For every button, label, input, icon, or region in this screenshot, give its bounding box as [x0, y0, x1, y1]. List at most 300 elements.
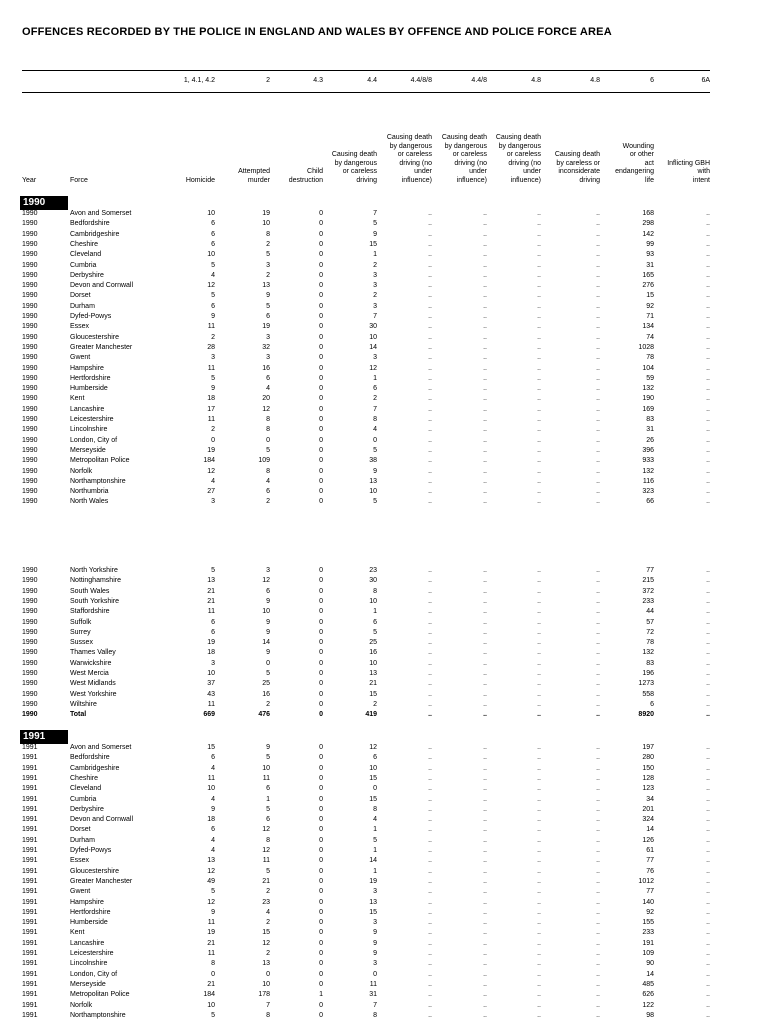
- cell-force: Surrey: [70, 628, 91, 636]
- cell-death-dangerous-driving-b: ..: [483, 991, 487, 999]
- cell-attempted-murder: 2: [266, 240, 270, 248]
- cell-wounding: 15: [646, 292, 654, 300]
- cell-child-destruction: 0: [319, 446, 323, 454]
- cell-attempted-murder: 12: [262, 939, 270, 947]
- cell-death-dangerous-driving-a: ..: [428, 960, 432, 968]
- cell-death-careless-driving: ..: [596, 805, 600, 813]
- cell-attempted-murder: 5: [266, 867, 270, 875]
- cell-death-dangerous-driving-b: ..: [483, 577, 487, 585]
- cell-death-careless-driving: ..: [596, 774, 600, 782]
- cell-wounding: 396: [642, 446, 654, 454]
- cell-death-careless-driving: ..: [596, 1001, 600, 1009]
- cell-attempted-murder: 5: [266, 754, 270, 762]
- cell-wounding: 128: [642, 774, 654, 782]
- cell-force: Metropolitan Police: [70, 991, 130, 999]
- offence-code: 6: [650, 77, 654, 84]
- cell-wounding: 132: [642, 649, 654, 657]
- cell-year: 1990: [22, 477, 38, 485]
- cell-attempted-murder: 9: [266, 628, 270, 636]
- cell-child-destruction: 0: [319, 597, 323, 605]
- cell-attempted-murder: 8: [266, 230, 270, 238]
- cell-death-dangerous-driving-b: ..: [483, 261, 487, 269]
- cell-year: 1990: [22, 618, 38, 626]
- cell-attempted-murder: 9: [266, 649, 270, 657]
- cell-force: Leicestershire: [70, 950, 114, 957]
- cell-wounding: 83: [646, 416, 654, 423]
- cell-gbh-intent: ..: [706, 680, 710, 688]
- cell-homicide: 4: [211, 847, 215, 854]
- cell-year: 1991: [22, 991, 38, 999]
- cell-force: Metropolitan Police: [70, 457, 130, 465]
- cell-death-dangerous-driving-a: ..: [428, 690, 432, 698]
- cell-force: Humberside: [70, 919, 108, 927]
- cell-child-destruction: 0: [319, 1011, 323, 1019]
- cell-wounding: 933: [642, 457, 654, 465]
- cell-child-destruction: 0: [319, 240, 323, 248]
- cell-death-dangerous-driving-c: ..: [537, 877, 541, 885]
- cell-death-dangerous-driving-c: ..: [537, 805, 541, 813]
- cell-wounding: 76: [646, 867, 654, 875]
- cell-gbh-intent: ..: [706, 1011, 710, 1019]
- cell-death-careless-driving: ..: [596, 785, 600, 793]
- cell-death-dangerous-driving-c: ..: [537, 292, 541, 300]
- cell-attempted-murder: 0: [266, 970, 270, 978]
- cell-homicide: 18: [207, 395, 215, 403]
- cell-child-destruction: 0: [319, 416, 323, 423]
- cell-death-careless-driving: ..: [596, 980, 600, 988]
- cell-force: Warwickshire: [70, 659, 112, 667]
- cell-force: West Mercia: [70, 670, 109, 677]
- cell-death-dangerous-driving-a: ..: [428, 867, 432, 875]
- cell-death-dangerous-driving-a: ..: [428, 744, 432, 751]
- cell-attempted-murder: 25: [262, 680, 270, 688]
- cell-death-dangerous-driving-a: ..: [428, 323, 432, 331]
- cell-child-destruction: 0: [319, 343, 323, 351]
- cell-wounding: 78: [646, 354, 654, 362]
- cell-child-destruction: 0: [319, 395, 323, 403]
- cell-wounding: 104: [642, 364, 654, 372]
- cell-homicide: 184: [203, 991, 215, 999]
- cell-death-dangerous-driving-c: ..: [537, 488, 541, 496]
- cell-death-dangerous-driving-b: ..: [483, 970, 487, 978]
- cell-force: Total: [70, 711, 87, 719]
- table-row: [0, 908, 768, 918]
- cell-death-dangerous-driving: 0: [373, 785, 377, 793]
- table-row: [0, 898, 768, 908]
- cell-death-careless-driving: ..: [596, 659, 600, 667]
- cell-death-dangerous-driving-b: ..: [483, 343, 487, 351]
- cell-death-dangerous-driving-b: ..: [483, 908, 487, 916]
- cell-death-careless-driving: ..: [596, 816, 600, 824]
- table-row: [0, 343, 768, 353]
- table-row: [0, 240, 768, 250]
- cell-death-dangerous-driving-a: ..: [428, 991, 432, 999]
- cell-year: 1991: [22, 908, 38, 916]
- cell-death-dangerous-driving-b: ..: [483, 405, 487, 413]
- cell-death-careless-driving: ..: [596, 608, 600, 616]
- cell-death-dangerous-driving-a: ..: [428, 567, 432, 574]
- cell-homicide: 6: [211, 302, 215, 310]
- cell-death-careless-driving: ..: [596, 670, 600, 677]
- table-row: [0, 446, 768, 456]
- cell-death-careless-driving: ..: [596, 867, 600, 875]
- cell-death-dangerous-driving-a: ..: [428, 700, 432, 708]
- cell-death-dangerous-driving-a: ..: [428, 251, 432, 259]
- offence-code: 4.4/8: [471, 77, 487, 84]
- cell-force: Devon and Cornwall: [70, 816, 134, 824]
- cell-homicide: 19: [207, 929, 215, 937]
- cell-force: London, City of: [70, 436, 118, 444]
- cell-force: Durham: [70, 302, 95, 310]
- cell-gbh-intent: ..: [706, 950, 710, 957]
- cell-death-dangerous-driving-b: ..: [483, 1011, 487, 1019]
- cell-gbh-intent: ..: [706, 836, 710, 844]
- table-row: [0, 425, 768, 435]
- cell-death-careless-driving: ..: [596, 364, 600, 372]
- cell-force: Northamptonshire: [70, 477, 126, 485]
- table-row: [0, 710, 768, 720]
- cell-death-dangerous-driving-c: ..: [537, 385, 541, 393]
- cell-child-destruction: 0: [319, 680, 323, 688]
- cell-death-dangerous-driving-b: ..: [483, 488, 487, 496]
- cell-death-careless-driving: ..: [596, 567, 600, 574]
- cell-homicide: 3: [211, 498, 215, 506]
- cell-force: Essex: [70, 857, 90, 865]
- cell-death-dangerous-driving: 7: [373, 313, 377, 320]
- cell-death-dangerous-driving-c: ..: [537, 795, 541, 803]
- cell-death-dangerous-driving-c: ..: [537, 261, 541, 269]
- cell-death-dangerous-driving-c: ..: [537, 354, 541, 362]
- cell-homicide: 11: [207, 919, 215, 927]
- cell-child-destruction: 0: [319, 795, 323, 803]
- cell-year: 1990: [22, 240, 38, 248]
- column-header-death-dangerous-driving: Causing death by dangerous or careless driving: [331, 151, 377, 184]
- cell-death-dangerous-driving-a: ..: [428, 343, 432, 351]
- cell-child-destruction: 0: [319, 405, 323, 413]
- offence-code: 4.4: [367, 77, 377, 84]
- cell-homicide: 21: [207, 939, 215, 947]
- cell-year: 1991: [22, 847, 38, 854]
- cell-death-careless-driving: ..: [596, 457, 600, 465]
- cell-homicide: 3: [211, 354, 215, 362]
- cell-homicide: 17: [207, 405, 215, 413]
- cell-death-dangerous-driving: 5: [373, 628, 377, 636]
- cell-death-dangerous-driving-a: ..: [428, 649, 432, 657]
- table-row: [0, 333, 768, 343]
- cell-gbh-intent: ..: [706, 436, 710, 444]
- cell-child-destruction: 0: [319, 960, 323, 968]
- cell-death-careless-driving: ..: [596, 426, 600, 434]
- cell-child-destruction: 0: [319, 744, 323, 751]
- cell-death-dangerous-driving: 15: [369, 690, 377, 698]
- cell-death-dangerous-driving-b: ..: [483, 436, 487, 444]
- cell-death-dangerous-driving-c: ..: [537, 313, 541, 320]
- cell-homicide: 4: [211, 764, 215, 772]
- cell-homicide: 6: [211, 826, 215, 834]
- cell-death-dangerous-driving-b: ..: [483, 919, 487, 927]
- cell-force: Cheshire: [70, 240, 99, 248]
- cell-homicide: 21: [207, 597, 215, 605]
- cell-attempted-murder: 5: [266, 251, 270, 259]
- cell-death-dangerous-driving-b: ..: [483, 426, 487, 434]
- cell-force: Cumbria: [70, 795, 97, 803]
- cell-death-dangerous-driving-b: ..: [483, 240, 487, 248]
- cell-year: 1990: [22, 577, 38, 585]
- cell-death-dangerous-driving-b: ..: [483, 271, 487, 279]
- table-row: [0, 980, 768, 990]
- cell-force: Cheshire: [70, 774, 99, 782]
- table-row: [0, 690, 768, 700]
- cell-death-dangerous-driving-a: ..: [428, 1011, 432, 1019]
- table-row: [0, 405, 768, 415]
- cell-gbh-intent: ..: [706, 374, 710, 382]
- table-row: [0, 795, 768, 805]
- cell-child-destruction: 0: [319, 670, 323, 677]
- cell-year: 1991: [22, 1011, 38, 1019]
- cell-death-dangerous-driving: 9: [373, 950, 377, 957]
- cell-child-destruction: 0: [319, 628, 323, 636]
- cell-death-dangerous-driving-c: ..: [537, 587, 541, 595]
- cell-death-dangerous-driving-a: ..: [428, 970, 432, 978]
- cell-homicide: 12: [207, 467, 215, 475]
- cell-death-careless-driving: ..: [596, 744, 600, 751]
- column-header-homicide: Homicide: [185, 176, 215, 184]
- cell-death-dangerous-driving-a: ..: [428, 498, 432, 506]
- cell-gbh-intent: ..: [706, 826, 710, 834]
- cell-death-dangerous-driving: 23: [369, 567, 377, 574]
- cell-wounding: 6: [650, 700, 654, 708]
- cell-gbh-intent: ..: [706, 919, 710, 927]
- cell-death-dangerous-driving-b: ..: [483, 670, 487, 677]
- cell-death-dangerous-driving-b: ..: [483, 857, 487, 865]
- cell-attempted-murder: 14: [262, 639, 270, 647]
- cell-death-dangerous-driving-b: ..: [483, 785, 487, 793]
- cell-force: Merseyside: [70, 446, 106, 454]
- cell-death-careless-driving: ..: [596, 498, 600, 506]
- cell-year: 1990: [22, 323, 38, 331]
- cell-attempted-murder: 10: [262, 764, 270, 772]
- cell-wounding: 78: [646, 639, 654, 647]
- cell-death-careless-driving: ..: [596, 991, 600, 999]
- cell-attempted-murder: 12: [262, 405, 270, 413]
- cell-death-dangerous-driving: 16: [369, 649, 377, 657]
- cell-death-dangerous-driving: 3: [373, 919, 377, 927]
- cell-year: 1990: [22, 457, 38, 465]
- cell-year: 1990: [22, 711, 38, 719]
- cell-death-dangerous-driving-b: ..: [483, 210, 487, 217]
- cell-year: 1990: [22, 416, 38, 423]
- cell-death-dangerous-driving-b: ..: [483, 639, 487, 647]
- cell-attempted-murder: 5: [266, 805, 270, 813]
- cell-wounding: 372: [642, 587, 654, 595]
- cell-child-destruction: 0: [319, 908, 323, 916]
- cell-death-dangerous-driving-b: ..: [483, 251, 487, 259]
- cell-death-dangerous-driving-b: ..: [483, 567, 487, 574]
- cell-death-dangerous-driving-c: ..: [537, 639, 541, 647]
- cell-death-dangerous-driving-c: ..: [537, 374, 541, 382]
- cell-gbh-intent: ..: [706, 597, 710, 605]
- cell-death-dangerous-driving-b: ..: [483, 690, 487, 698]
- cell-wounding: 1028: [638, 343, 654, 351]
- cell-death-dangerous-driving: 9: [373, 230, 377, 238]
- cell-gbh-intent: ..: [706, 302, 710, 310]
- cell-year: 1991: [22, 816, 38, 824]
- cell-death-dangerous-driving-a: ..: [428, 240, 432, 248]
- cell-year: 1990: [22, 436, 38, 444]
- table-row: [0, 764, 768, 774]
- cell-death-dangerous-driving-c: ..: [537, 416, 541, 423]
- cell-attempted-murder: 6: [266, 587, 270, 595]
- cell-year: 1990: [22, 292, 38, 300]
- table-row: [0, 230, 768, 240]
- cell-gbh-intent: ..: [706, 628, 710, 636]
- cell-attempted-murder: 12: [262, 847, 270, 854]
- cell-death-dangerous-driving: 8: [373, 1011, 377, 1019]
- cell-attempted-murder: 2: [266, 950, 270, 957]
- cell-attempted-murder: 0: [266, 436, 270, 444]
- table-row: [0, 271, 768, 281]
- offence-code: 6A: [701, 77, 710, 84]
- cell-death-careless-driving: ..: [596, 680, 600, 688]
- cell-homicide: 9: [211, 313, 215, 320]
- cell-year: 1991: [22, 877, 38, 885]
- cell-death-dangerous-driving-c: ..: [537, 690, 541, 698]
- cell-force: Devon and Cornwall: [70, 282, 134, 290]
- table-row: [0, 638, 768, 648]
- cell-child-destruction: 0: [319, 847, 323, 854]
- cell-gbh-intent: ..: [706, 467, 710, 475]
- cell-gbh-intent: ..: [706, 898, 710, 906]
- cell-child-destruction: 0: [319, 785, 323, 793]
- cell-homicide: 9: [211, 908, 215, 916]
- cell-death-dangerous-driving-b: ..: [483, 805, 487, 813]
- cell-child-destruction: 0: [319, 836, 323, 844]
- cell-death-careless-driving: ..: [596, 313, 600, 320]
- cell-wounding: 44: [646, 608, 654, 616]
- cell-gbh-intent: ..: [706, 639, 710, 647]
- cell-force: North Wales: [70, 498, 109, 506]
- cell-gbh-intent: ..: [706, 608, 710, 616]
- cell-death-dangerous-driving-a: ..: [428, 230, 432, 238]
- cell-homicide: 0: [211, 970, 215, 978]
- cell-year: 1990: [22, 498, 38, 506]
- cell-death-dangerous-driving-b: ..: [483, 700, 487, 708]
- cell-death-dangerous-driving-a: ..: [428, 220, 432, 228]
- cell-force: Lancashire: [70, 405, 105, 413]
- table-row: [0, 312, 768, 322]
- cell-attempted-murder: 15: [262, 929, 270, 937]
- cell-death-dangerous-driving-a: ..: [428, 313, 432, 320]
- cell-attempted-murder: 16: [262, 690, 270, 698]
- cell-death-dangerous-driving-c: ..: [537, 618, 541, 626]
- cell-year: 1990: [22, 251, 38, 259]
- cell-attempted-murder: 6: [266, 816, 270, 824]
- cell-death-dangerous-driving-a: ..: [428, 764, 432, 772]
- cell-year: 1991: [22, 774, 38, 782]
- cell-year: 1990: [22, 220, 38, 228]
- cell-force: Cleveland: [70, 251, 102, 259]
- cell-force: Dyfed-Powys: [70, 847, 112, 854]
- cell-death-dangerous-driving-a: ..: [428, 857, 432, 865]
- column-header-wounding: Wounding or other act endangering life: [615, 142, 654, 184]
- cell-year: 1990: [22, 282, 38, 290]
- cell-attempted-murder: 476: [258, 711, 270, 719]
- cell-death-careless-driving: ..: [596, 898, 600, 906]
- cell-death-dangerous-driving-c: ..: [537, 711, 541, 719]
- cell-force: Greater Manchester: [70, 343, 133, 351]
- cell-attempted-murder: 2: [266, 498, 270, 506]
- cell-homicide: 15: [207, 744, 215, 751]
- cell-death-careless-driving: ..: [596, 908, 600, 916]
- cell-homicide: 6: [211, 230, 215, 238]
- cell-death-dangerous-driving-a: ..: [428, 587, 432, 595]
- cell-child-destruction: 0: [319, 639, 323, 647]
- cell-gbh-intent: ..: [706, 970, 710, 978]
- cell-force: Dorset: [70, 292, 91, 300]
- column-header-attempted-murder: Attempted murder: [238, 168, 270, 184]
- cell-death-careless-driving: ..: [596, 649, 600, 657]
- table-row: [0, 959, 768, 969]
- cell-force: Cleveland: [70, 785, 102, 793]
- cell-gbh-intent: ..: [706, 877, 710, 885]
- cell-death-dangerous-driving: 12: [369, 744, 377, 751]
- table-row: [0, 281, 768, 291]
- cell-homicide: 11: [207, 608, 215, 616]
- cell-wounding: 233: [642, 929, 654, 937]
- cell-death-dangerous-driving-a: ..: [428, 805, 432, 813]
- cell-death-dangerous-driving: 9: [373, 929, 377, 937]
- cell-death-dangerous-driving-b: ..: [483, 877, 487, 885]
- cell-child-destruction: 0: [319, 385, 323, 393]
- table-row: [0, 477, 768, 487]
- cell-death-dangerous-driving: 15: [369, 774, 377, 782]
- cell-force: North Yorkshire: [70, 567, 118, 574]
- cell-wounding: 8920: [638, 711, 654, 719]
- cell-wounding: 169: [642, 405, 654, 413]
- cell-death-dangerous-driving-c: ..: [537, 649, 541, 657]
- cell-death-dangerous-driving: 1: [373, 867, 377, 875]
- cell-gbh-intent: ..: [706, 251, 710, 259]
- cell-death-dangerous-driving: 1: [373, 374, 377, 382]
- cell-death-dangerous-driving-c: ..: [537, 1001, 541, 1009]
- cell-death-dangerous-driving: 13: [369, 477, 377, 485]
- cell-child-destruction: 0: [319, 271, 323, 279]
- cell-death-dangerous-driving: 10: [369, 488, 377, 496]
- cell-death-dangerous-driving: 12: [369, 364, 377, 372]
- cell-force: Hampshire: [70, 364, 104, 372]
- cell-death-dangerous-driving-a: ..: [428, 354, 432, 362]
- cell-death-dangerous-driving-b: ..: [483, 628, 487, 636]
- table-row: [0, 669, 768, 679]
- cell-death-dangerous-driving: 2: [373, 700, 377, 708]
- cell-death-dangerous-driving-a: ..: [428, 374, 432, 382]
- cell-death-careless-driving: ..: [596, 970, 600, 978]
- cell-death-dangerous-driving: 30: [369, 577, 377, 585]
- cell-wounding: 190: [642, 395, 654, 403]
- cell-wounding: 109: [642, 950, 654, 957]
- cell-attempted-murder: 6: [266, 374, 270, 382]
- cell-death-dangerous-driving: 8: [373, 416, 377, 423]
- cell-death-dangerous-driving: 1: [373, 847, 377, 854]
- cell-wounding: 57: [646, 618, 654, 626]
- cell-gbh-intent: ..: [706, 847, 710, 854]
- cell-wounding: 77: [646, 567, 654, 574]
- cell-homicide: 0: [211, 436, 215, 444]
- cell-gbh-intent: ..: [706, 405, 710, 413]
- cell-death-dangerous-driving-b: ..: [483, 230, 487, 238]
- cell-death-dangerous-driving: 2: [373, 292, 377, 300]
- cell-death-dangerous-driving: 19: [369, 877, 377, 885]
